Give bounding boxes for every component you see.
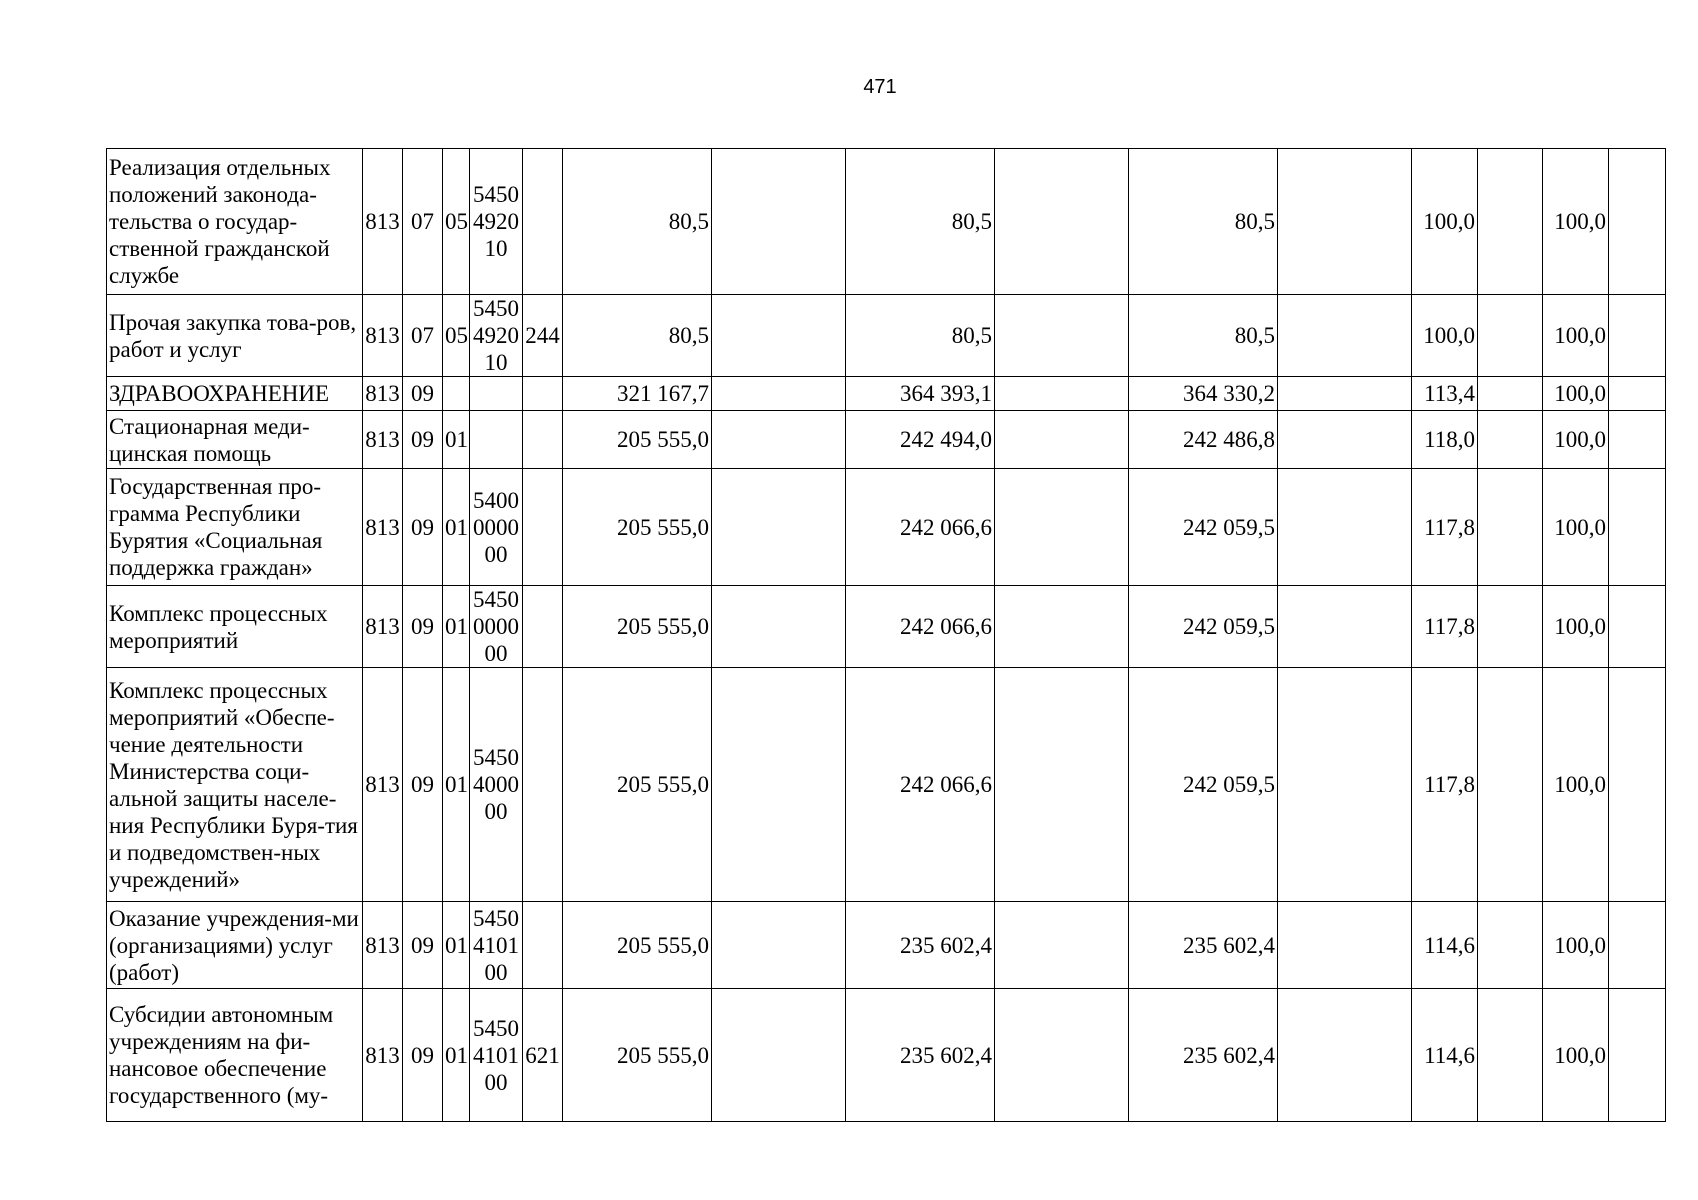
row-name-cell: Государственная про-грамма Республики Бурятия «Социальная поддержка граждан» [107, 469, 363, 586]
target-article-cell: 5450 0000 00 [470, 586, 523, 668]
executed-amount-cell: 80,5 [1129, 295, 1278, 377]
empty-cell [995, 989, 1129, 1122]
empty-cell [1609, 586, 1666, 668]
target-article-cell [470, 411, 523, 469]
target-article-cell: 5450 4920 10 [470, 149, 523, 295]
percent-of-refined-cell: 100,0 [1543, 377, 1609, 411]
table-row [107, 149, 1666, 295]
empty-cell [712, 586, 846, 668]
empty-cell [995, 411, 1129, 469]
target-article-cell: 5450 4000 00 [470, 668, 523, 902]
target-article-cell: 5450 4920 10 [470, 295, 523, 377]
expense-type-cell: 621 [523, 989, 563, 1122]
grbs-code-cell: 813 [363, 989, 403, 1122]
section-code-cell: 09 [403, 586, 443, 668]
empty-cell [712, 902, 846, 989]
empty-cell [1278, 149, 1412, 295]
empty-cell [712, 668, 846, 902]
empty-cell [1609, 149, 1666, 295]
refined-amount-cell: 235 602,4 [846, 902, 995, 989]
empty-cell [995, 149, 1129, 295]
approved-amount-cell: 205 555,0 [563, 902, 712, 989]
approved-amount-cell: 205 555,0 [563, 989, 712, 1122]
expense-type-cell [523, 469, 563, 586]
row-name-cell: Оказание учреждения-ми (организациями) услуг (работ) [107, 902, 363, 989]
section-code-cell: 07 [403, 295, 443, 377]
empty-cell [712, 989, 846, 1122]
percent-of-plan-cell: 117,8 [1412, 469, 1478, 586]
table-row [107, 469, 1666, 586]
table-row [107, 295, 1666, 377]
approved-amount-cell: 205 555,0 [563, 411, 712, 469]
empty-cell [995, 377, 1129, 411]
row-name-cell: Реализация отдельных положений законода-тельства о государ-ственной гражданской службе [107, 149, 363, 295]
approved-amount-cell: 205 555,0 [563, 586, 712, 668]
row-name-cell: Стационарная меди-цинская помощь [107, 411, 363, 469]
percent-of-plan-cell: 100,0 [1412, 295, 1478, 377]
row-name-cell: ЗДРАВООХРАНЕНИЕ [107, 377, 363, 411]
subsection-code-cell: 01 [443, 469, 470, 586]
refined-amount-cell: 242 066,6 [846, 668, 995, 902]
row-name-cell: Субсидии автономным учреждениям на фи-нансовое обеспечение государственного (му- [107, 989, 363, 1122]
empty-cell [1278, 902, 1412, 989]
subsection-code-cell [443, 377, 470, 411]
expense-type-cell [523, 668, 563, 902]
empty-cell [995, 668, 1129, 902]
subsection-code-cell: 01 [443, 411, 470, 469]
percent-of-refined-cell: 100,0 [1543, 989, 1609, 1122]
empty-cell [1478, 411, 1543, 469]
executed-amount-cell: 242 059,5 [1129, 668, 1278, 902]
percent-of-refined-cell: 100,0 [1543, 295, 1609, 377]
empty-cell [1609, 411, 1666, 469]
subsection-code-cell: 05 [443, 295, 470, 377]
empty-cell [1478, 586, 1543, 668]
approved-amount-cell: 321 167,7 [563, 377, 712, 411]
section-code-cell: 07 [403, 149, 443, 295]
row-name-cell: Комплекс процессных мероприятий [107, 586, 363, 668]
percent-of-refined-cell: 100,0 [1543, 411, 1609, 469]
expense-type-cell [523, 149, 563, 295]
empty-cell [1278, 411, 1412, 469]
empty-cell [995, 469, 1129, 586]
page-number: 471 [863, 76, 897, 98]
executed-amount-cell: 242 059,5 [1129, 586, 1278, 668]
percent-of-plan-cell: 117,8 [1412, 668, 1478, 902]
empty-cell [1278, 586, 1412, 668]
refined-amount-cell: 80,5 [846, 149, 995, 295]
percent-of-plan-cell: 117,8 [1412, 586, 1478, 668]
empty-cell [712, 377, 846, 411]
empty-cell [995, 295, 1129, 377]
percent-of-refined-cell: 100,0 [1543, 586, 1609, 668]
executed-amount-cell: 364 330,2 [1129, 377, 1278, 411]
empty-cell [712, 149, 846, 295]
executed-amount-cell: 235 602,4 [1129, 902, 1278, 989]
approved-amount-cell: 205 555,0 [563, 668, 712, 902]
empty-cell [1609, 469, 1666, 586]
expense-type-cell [523, 586, 563, 668]
row-name-cell: Прочая закупка това-ров, работ и услуг [107, 295, 363, 377]
empty-cell [995, 902, 1129, 989]
subsection-code-cell: 01 [443, 902, 470, 989]
target-article-cell: 5450 4101 00 [470, 989, 523, 1122]
table-row [107, 586, 1666, 668]
empty-cell [1478, 149, 1543, 295]
percent-of-plan-cell: 113,4 [1412, 377, 1478, 411]
executed-amount-cell: 242 486,8 [1129, 411, 1278, 469]
executed-amount-cell: 242 059,5 [1129, 469, 1278, 586]
grbs-code-cell: 813 [363, 902, 403, 989]
expense-type-cell [523, 377, 563, 411]
empty-cell [1278, 989, 1412, 1122]
expense-type-cell [523, 411, 563, 469]
approved-amount-cell: 80,5 [563, 149, 712, 295]
grbs-code-cell: 813 [363, 668, 403, 902]
refined-amount-cell: 80,5 [846, 295, 995, 377]
table-row [107, 902, 1666, 989]
table-row [107, 989, 1666, 1122]
expense-type-cell: 244 [523, 295, 563, 377]
refined-amount-cell: 242 066,6 [846, 469, 995, 586]
empty-cell [1609, 377, 1666, 411]
section-code-cell: 09 [403, 668, 443, 902]
empty-cell [1609, 989, 1666, 1122]
empty-cell [1278, 469, 1412, 586]
empty-cell [1609, 295, 1666, 377]
section-code-cell: 09 [403, 411, 443, 469]
target-article-cell [470, 377, 523, 411]
empty-cell [712, 295, 846, 377]
empty-cell [1609, 902, 1666, 989]
grbs-code-cell: 813 [363, 149, 403, 295]
grbs-code-cell: 813 [363, 377, 403, 411]
refined-amount-cell: 242 066,6 [846, 586, 995, 668]
approved-amount-cell: 205 555,0 [563, 469, 712, 586]
expense-type-cell [523, 902, 563, 989]
empty-cell [1478, 902, 1543, 989]
percent-of-refined-cell: 100,0 [1543, 149, 1609, 295]
empty-cell [1478, 377, 1543, 411]
percent-of-plan-cell: 118,0 [1412, 411, 1478, 469]
percent-of-refined-cell: 100,0 [1543, 469, 1609, 586]
subsection-code-cell: 01 [443, 989, 470, 1122]
subsection-code-cell: 01 [443, 668, 470, 902]
refined-amount-cell: 364 393,1 [846, 377, 995, 411]
table-row [107, 377, 1666, 411]
empty-cell [1278, 295, 1412, 377]
table-row [107, 668, 1666, 902]
refined-amount-cell: 235 602,4 [846, 989, 995, 1122]
section-code-cell: 09 [403, 377, 443, 411]
subsection-code-cell: 01 [443, 586, 470, 668]
empty-cell [1609, 668, 1666, 902]
table-body [107, 149, 1666, 1122]
section-code-cell: 09 [403, 469, 443, 586]
percent-of-plan-cell: 114,6 [1412, 989, 1478, 1122]
percent-of-plan-cell: 100,0 [1412, 149, 1478, 295]
percent-of-refined-cell: 100,0 [1543, 902, 1609, 989]
section-code-cell: 09 [403, 989, 443, 1122]
grbs-code-cell: 813 [363, 295, 403, 377]
target-article-cell: 5450 4101 00 [470, 902, 523, 989]
table-row [107, 411, 1666, 469]
approved-amount-cell: 80,5 [563, 295, 712, 377]
executed-amount-cell: 235 602,4 [1129, 989, 1278, 1122]
row-name-cell: Комплекс процессных мероприятий «Обеспе-чение деятельности Министерства соци-альной защиты населе-ния Республики Буря-тия и подведомствен-ных учреждений» [107, 668, 363, 902]
grbs-code-cell: 813 [363, 469, 403, 586]
refined-amount-cell: 242 494,0 [846, 411, 995, 469]
subsection-code-cell: 05 [443, 149, 470, 295]
section-code-cell: 09 [403, 902, 443, 989]
empty-cell [1278, 377, 1412, 411]
percent-of-plan-cell: 114,6 [1412, 902, 1478, 989]
empty-cell [712, 411, 846, 469]
target-article-cell: 5400 0000 00 [470, 469, 523, 586]
empty-cell [1278, 668, 1412, 902]
executed-amount-cell: 80,5 [1129, 149, 1278, 295]
grbs-code-cell: 813 [363, 411, 403, 469]
budget-table [106, 148, 1666, 1122]
empty-cell [1478, 469, 1543, 586]
grbs-code-cell: 813 [363, 586, 403, 668]
empty-cell [1478, 989, 1543, 1122]
empty-cell [1478, 295, 1543, 377]
percent-of-refined-cell: 100,0 [1543, 668, 1609, 902]
empty-cell [712, 469, 846, 586]
empty-cell [1478, 668, 1543, 902]
empty-cell [995, 586, 1129, 668]
